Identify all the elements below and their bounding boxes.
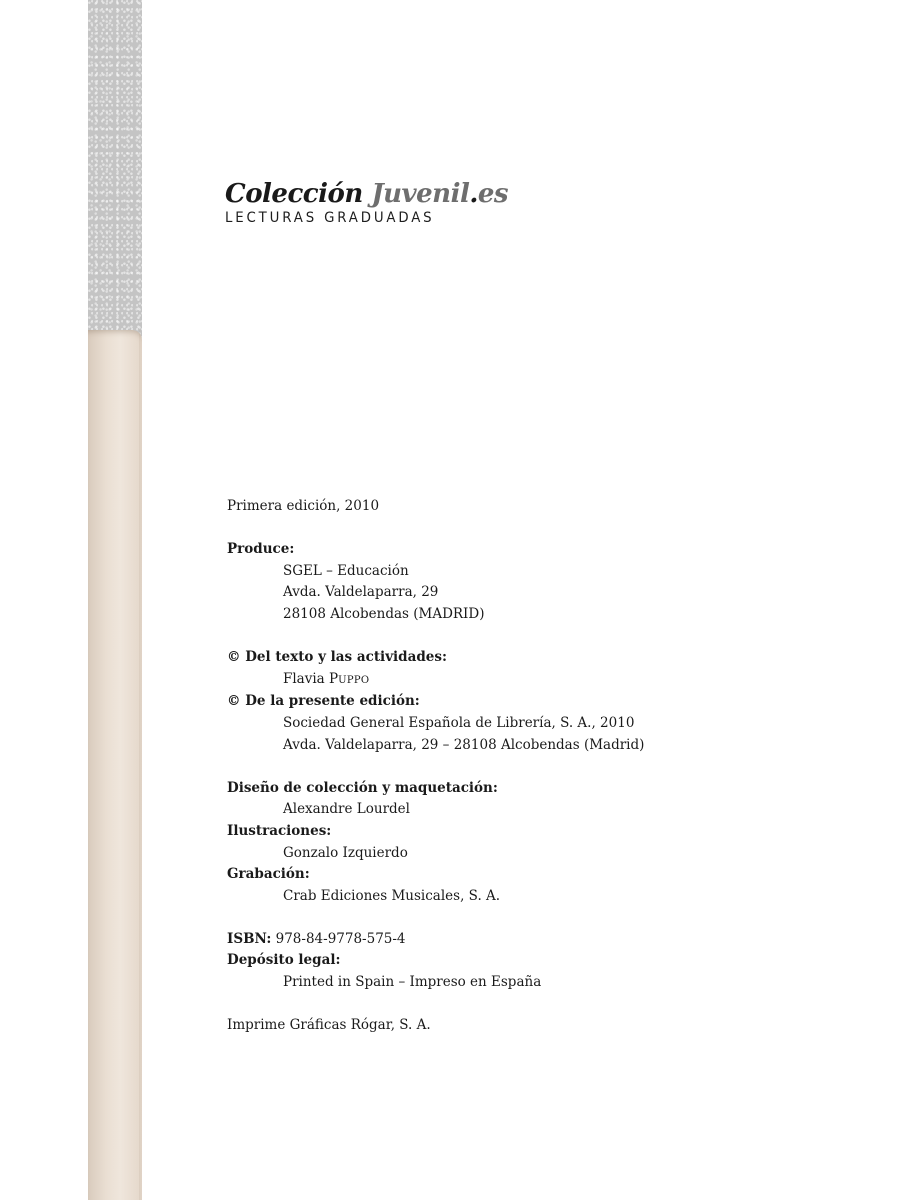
grabacion-value: Crab Ediciones Musicales, S. A. <box>283 887 501 904</box>
texto-label: © Del texto y las actividades: <box>227 649 447 666</box>
logo-word-juvenil: Juvenil <box>371 179 470 209</box>
isbn-line <box>227 929 847 951</box>
decorative-strip-top <box>88 0 142 338</box>
deposito-value: Printed in Spain – Impreso en España <box>283 974 542 991</box>
author-last-rest: UPPO <box>338 674 370 686</box>
diseno-value: Alexandre Lourdel <box>283 801 410 818</box>
edition-line: Primera edición, 2010 <box>227 498 380 514</box>
deposito-label: Depósito legal: <box>227 952 341 969</box>
logo-word-coleccion: Colección <box>225 179 363 209</box>
credits-block <box>227 496 847 1037</box>
collection-logo <box>225 176 508 226</box>
edicion-label: © De la presente edición: <box>227 693 420 710</box>
imprime-line: Imprime Gráficas Rógar, S. A. <box>227 1017 431 1034</box>
edicion-line-2: Avda. Valdelaparra, 29 – 28108 Alcobendas (Madrid) <box>283 736 645 753</box>
logo-subtitle: LECTURAS GRADUADAS <box>225 210 435 226</box>
logo-word-es: es <box>477 179 509 209</box>
logo-title <box>225 176 508 212</box>
edicion-line-1: Sociedad General Española de Librería, S. A., 2010 <box>283 714 635 731</box>
grabacion-label: Grabación: <box>227 866 310 883</box>
texto-author <box>227 669 847 692</box>
ilustraciones-label: Ilustraciones: <box>227 822 332 839</box>
author-last-initial: P <box>329 670 339 687</box>
isbn-value: 978-84-9778-575-4 <box>271 930 406 947</box>
produce-line-3: 28108 Alcobendas (MADRID) <box>283 605 485 622</box>
produce-label: Produce: <box>227 541 295 558</box>
diseno-label: Diseño de colección y maquetación: <box>227 779 498 796</box>
ilustraciones-value: Gonzalo Izquierdo <box>283 844 408 861</box>
author-first-name: Flavia <box>283 670 330 687</box>
logo-dot: . <box>469 179 478 209</box>
isbn-label: ISBN: <box>227 930 272 947</box>
decorative-strip-bottom <box>88 330 142 1200</box>
produce-line-2: Avda. Valdelaparra, 29 <box>283 584 439 601</box>
produce-line-1: SGEL – Educación <box>283 562 409 579</box>
